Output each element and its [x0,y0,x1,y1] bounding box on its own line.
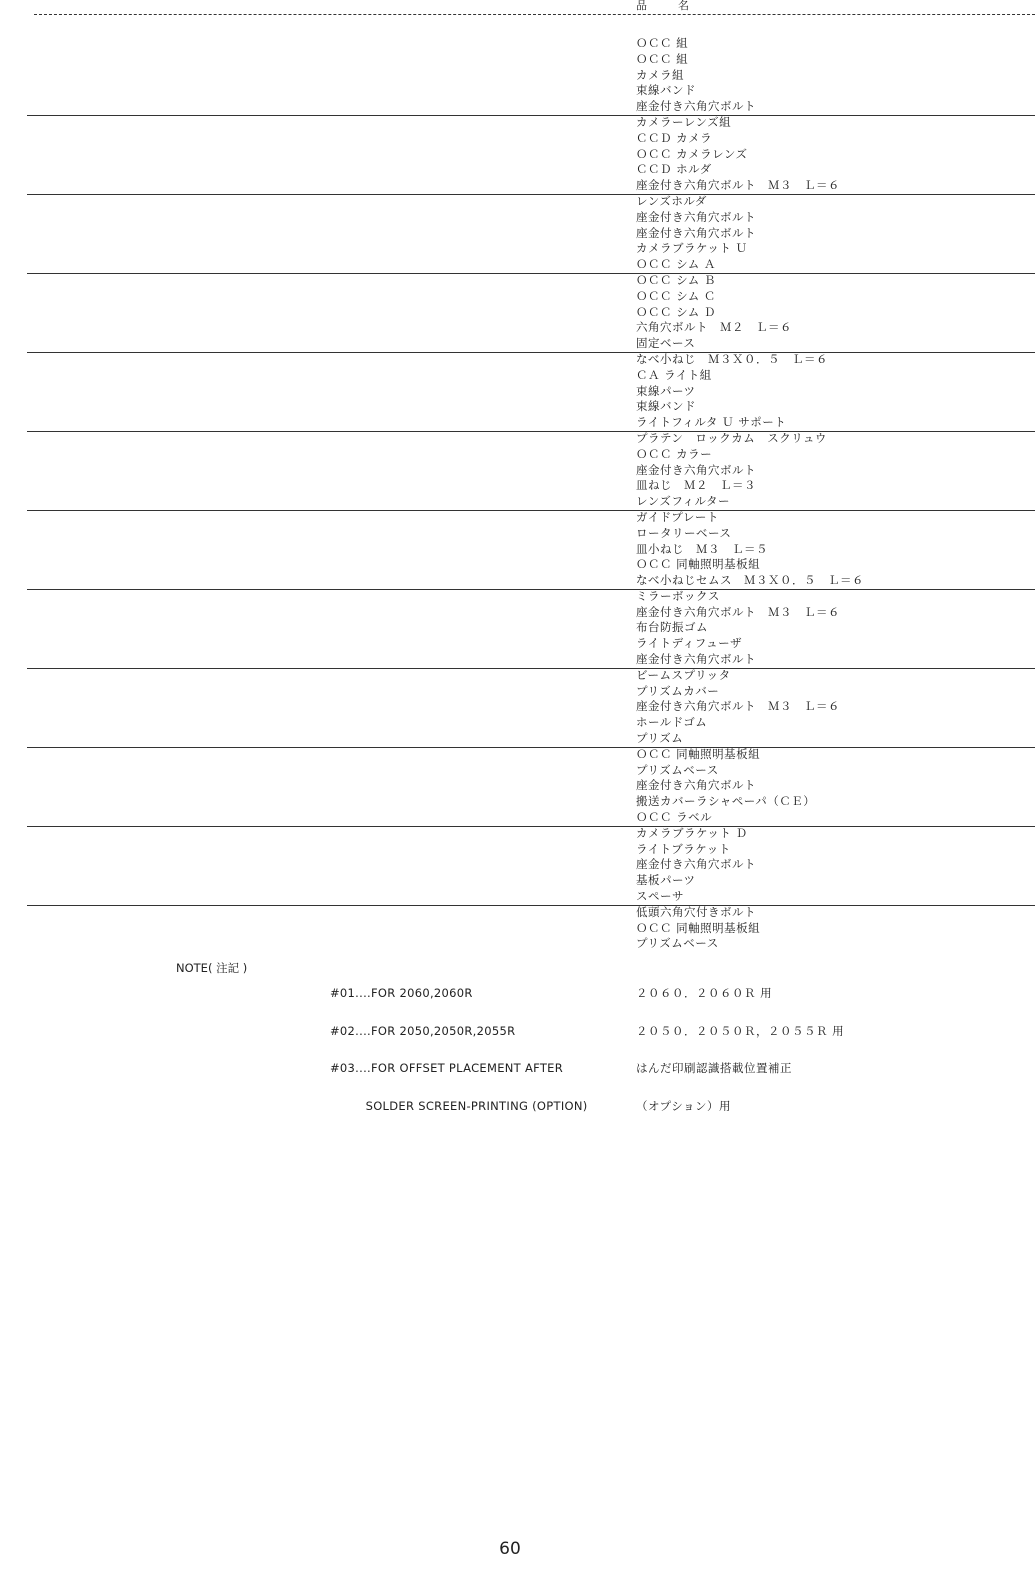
part-group [0,510,1035,589]
part-name-item: プリズム [636,731,684,746]
part-name-item: 皿ねじ Ｍ２ Ｌ＝３ [636,478,756,493]
part-name-item: ＯＣＣ ラベル [636,810,713,825]
part-name-item: スペーサ [636,889,684,904]
page-number: 60 [499,1539,521,1559]
part-name-item: ライトディフューザ [636,636,743,651]
part-name-item: 座金付き六角穴ボルト [636,462,756,477]
part-group [0,431,1035,510]
note-label: NOTE( 注記 ) [176,961,248,975]
part-group [0,905,1035,952]
part-name-item: プリズムベース [636,762,719,777]
part-name-item: ライトブラケット [636,841,731,856]
part-name-item: 座金付き六角穴ボルト [636,209,756,224]
part-name-item: 座金付き六角穴ボルト Ｍ３ Ｌ＝６ [636,178,840,193]
part-group [0,668,1035,747]
part-name-item: 束線バンド [636,83,696,98]
part-name-item: プラテン ロックカム スクリュウ [636,430,827,445]
part-name-item: 座金付き六角穴ボルト [636,857,756,872]
part-name-item: ＯＣＣ カラー [636,446,713,461]
parts-list [0,36,1035,952]
part-group [0,194,1035,273]
part-name-item: ＣＣＤ ホルダ [636,162,712,177]
note-en-line: #02....FOR 2050,2050R,2055R [330,1023,516,1038]
part-name-item: ビームスプリッタ [636,667,731,682]
part-name-item: ＯＣＣ シム Ｄ [636,304,716,319]
part-name-item: 束線バンド [636,399,696,414]
part-name-item: 座金付き六角穴ボルト Ｍ３ Ｌ＝６ [636,604,840,619]
header-dashed-divider [34,14,1035,15]
part-name-item: ライトフィルタ Ｕ サポート [636,415,787,430]
part-name-item: ＯＣＣ シム Ｂ [636,272,716,287]
part-name-item: プリズムベース [636,936,719,951]
part-name-item: 基板パーツ [636,873,696,888]
part-name-item: ＯＣＣ 同軸照明基板組 [636,746,761,761]
part-name-item: ＯＣＣ 組 [636,36,689,50]
part-name-item: レンズフィルター [636,494,730,509]
part-name-item: 座金付き六角穴ボルト [636,652,756,667]
part-name-item: ＯＣＣ カメラレンズ [636,146,748,161]
part-name-item: カメラブラケット Ｄ [636,825,748,840]
note-en-line: #01....FOR 2060,2060R [330,986,473,1000]
part-name-item: プリズムカバー [636,683,720,698]
part-group [0,273,1035,352]
part-name-item: ミラーボックス [636,588,720,603]
part-name-item: 皿小ねじ Ｍ３ Ｌ＝５ [636,541,768,556]
part-name-item: 座金付き六角穴ボルト [636,99,756,114]
part-group [0,352,1035,431]
part-name-item: カメラーレンズ組 [636,114,732,129]
column-header-part-name: 品 名 [636,0,699,12]
part-name-item: ＣＣＤ カメラ [636,130,713,145]
part-name-item: ＯＣＣ シム Ａ [636,257,716,272]
part-name-item: なべ小ねじセムス Ｍ３Ｘ０．５ Ｌ＝６ [636,573,864,588]
part-group [0,826,1035,905]
part-name-item: ロータリーベース [636,525,732,540]
part-name-item: カメラ組 [636,67,684,82]
part-name-item: ＣＡ ライト組 [636,367,712,382]
part-name-item: 低頭六角穴付きボルト [636,904,756,919]
part-name-item: 座金付き六角穴ボルト Ｍ３ Ｌ＝６ [636,699,840,714]
note-en-line: SOLDER SCREEN-PRINTING (OPTION) [330,1098,588,1113]
part-name-item: ＯＣＣ 組 [636,51,689,66]
part-name-item: ホールドゴム [636,715,708,730]
part-name-item: 座金付き六角穴ボルト [636,225,756,240]
part-name-item: 六角穴ボルト Ｍ２ Ｌ＝６ [636,320,792,335]
part-name-item: レンズホルダ [636,193,707,208]
part-name-item: 布台防振ゴム [636,620,708,635]
part-name-item: ＯＣＣ シム Ｃ [636,288,716,303]
part-name-item: 搬送カバーラシャペーパ（ＣＥ） [636,794,816,809]
note-japanese [636,962,844,1137]
part-name-item: カメラブラケット Ｕ [636,241,748,256]
part-name-item: 座金付き六角穴ボルト [636,778,756,793]
part-name-item: なべ小ねじ Ｍ３Ｘ０．５ Ｌ＝６ [636,351,828,366]
part-group [0,115,1035,194]
note-ja-line: はんだ印刷認識搭載位置補正 [636,1061,792,1075]
note-ja-line: ２０６０．２０６０Ｒ 用 [636,986,773,1000]
part-name-item: 固定ベース [636,336,696,351]
part-name-item: 束線パーツ [636,383,696,398]
note-ja-line: （オプション）用 [636,1098,731,1113]
part-name-item: ＯＣＣ 同軸照明基板組 [636,920,761,935]
note-ja-line: ２０５０．２０５０Ｒ，２０５５Ｒ 用 [636,1023,845,1038]
note-en-line: #03....FOR OFFSET PLACEMENT AFTER [330,1061,564,1075]
part-group [0,589,1035,668]
part-name-item: ＯＣＣ 同軸照明基板組 [636,557,761,572]
part-name-item: ガイドプレート [636,509,719,524]
part-group [0,747,1035,826]
note-english [330,962,588,1137]
part-group [0,36,1035,115]
